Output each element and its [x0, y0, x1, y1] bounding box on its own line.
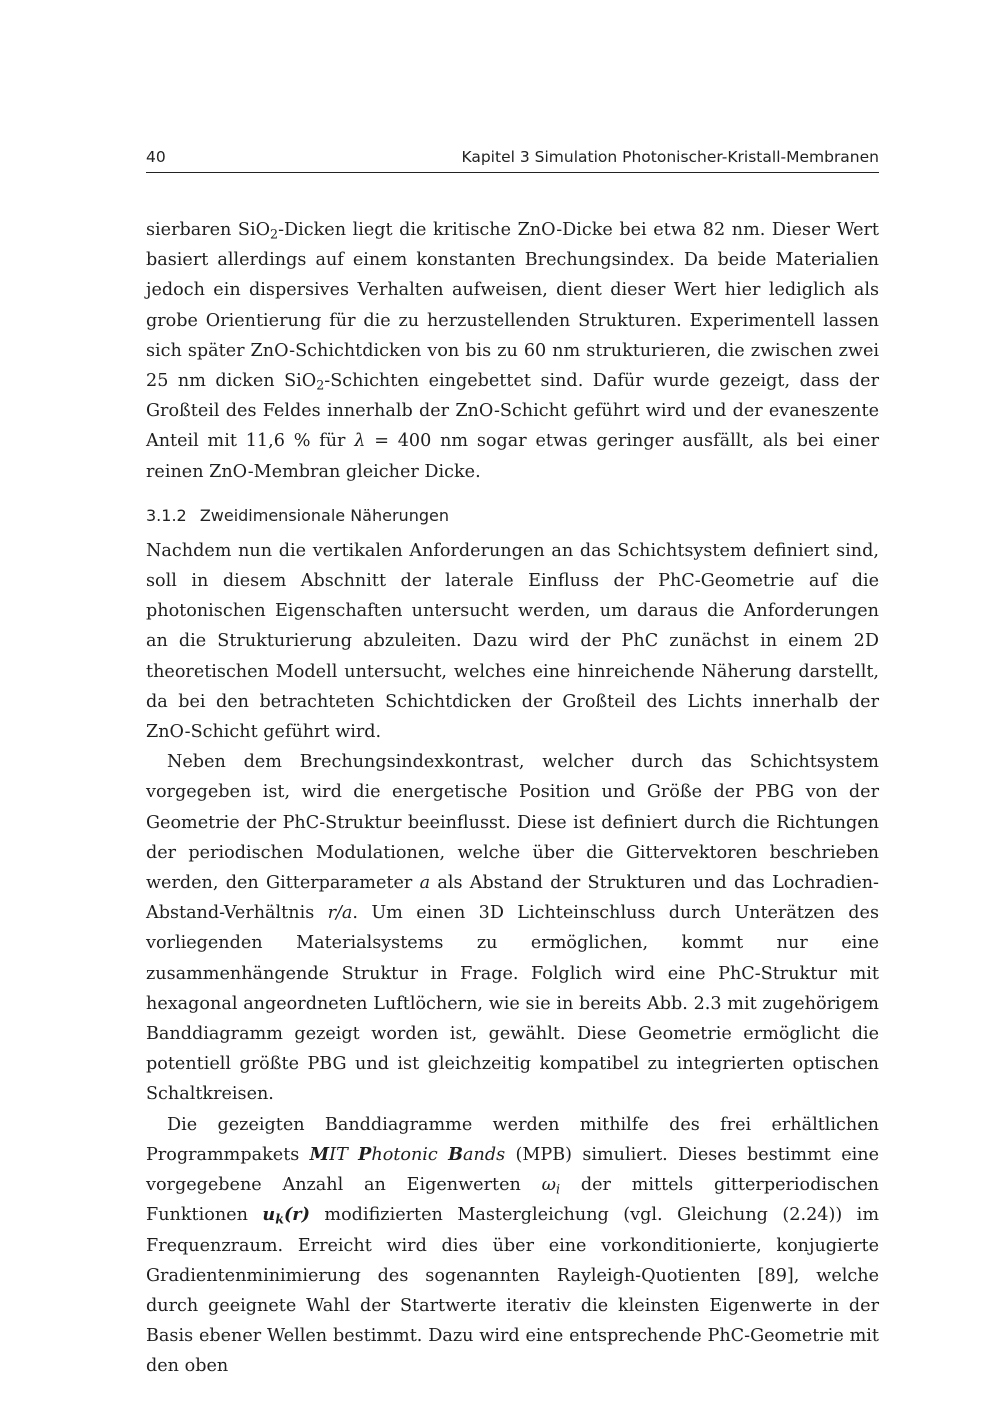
running-header — [146, 146, 879, 173]
text-run: der mittels gitterperiodischen Funktionen — [146, 1175, 879, 1226]
math-r-over-a: r/a — [327, 903, 353, 924]
paragraph-2: Nachdem nun die vertikalen Anforderungen an das Schichtsystem definiert sind, soll in diesem Abschnitt der laterale Einfluss der PhC-Geometrie auf die photonischen Eigenschaften untersucht werden, um daraus die Anforderungen an die Strukturierung abzuleiten. Dazu wird der PhC zunächst in einem 2D theoretischen Modell untersucht, welches eine hinreichende Näherung darstellt, da bei den betrachteten Schichtdicken der Großteil des Lichts innerhalb der ZnO-Schicht geführt wird. — [146, 540, 879, 743]
math-r: (r) — [283, 1204, 310, 1226]
subscript: 2 — [316, 377, 325, 393]
text-run: = 400 nm sogar etwas geringer ausfällt, als bei einer reinen ZnO-Membran gleicher Dicke. — [146, 431, 880, 482]
mpb-m: M — [309, 1143, 330, 1165]
text-run: modifizierten Mastergleichung (vgl. Gleichung (2.24)) im Frequenzraum. Erreicht wird dies über eine vorkonditionierte, konjugierte Gradientenminimierung des sogenannten Rayleigh-Quotienten [89], welche durch geeignete Wahl der Startwerte iterativ die kleinsten Eigenwerte in der Basis ebener Wellen bestimmt. Dazu wird eine entsprechende PhC-Geometrie mit den oben — [146, 1205, 879, 1377]
text-run: Neben dem Brechungsindexkontrast, welcher durch das Schichtsystem vorgegeben ist, wird die energetische Position und Größe der PBG von der Geometrie der PhC-Struktur beeinflusst. Diese ist definiert durch die Richtungen der periodischen Modulationen, welche über die Gittervektoren beschrieben werden, den Gitterparameter — [146, 752, 879, 894]
subscript: k — [275, 1211, 284, 1227]
text-run: sierbaren SiO — [146, 220, 271, 240]
mpb-p: P — [358, 1143, 372, 1165]
subscript: i — [555, 1181, 561, 1197]
math-a: a — [419, 873, 431, 894]
paragraph-1 — [146, 215, 879, 487]
subsection-title: Zweidimensionale Näherungen — [199, 505, 449, 525]
page-number: 40 — [146, 148, 166, 166]
math-u: u — [262, 1204, 276, 1226]
subsection-number: 3.1.2 — [146, 505, 187, 525]
paragraph-4 — [146, 1110, 879, 1382]
subsection-heading — [146, 502, 879, 530]
mpb-it: IT — [329, 1144, 359, 1165]
subscript: 2 — [270, 226, 279, 242]
math-lambda: λ — [354, 431, 366, 452]
text-run: als Abstand der Strukturen und das Lochradien-Abstand-Verhältnis — [146, 873, 880, 924]
running-title: Kapitel 3 Simulation Photonischer-Kristall-Membranen — [461, 148, 879, 166]
text-run: -Schichten eingebettet sind. Dafür wurde gezeigt, dass der Großteil des Feldes innerhalb der ZnO-Schicht geführt wird und der evaneszente Anteil mit 11,6 % für — [146, 371, 879, 452]
body-text — [146, 215, 879, 1382]
text-run: (MPB) simuliert. Dieses bestimmt eine vorgegebene Anzahl an Eigenwerten — [146, 1144, 879, 1196]
mpb-ands: ands — [463, 1144, 506, 1165]
text-run: . Um einen 3D Lichteinschluss durch Unterätzen des vorliegenden Materialsystems zu ermöglichen, kommt nur eine zusammenhängende Struktur in Frage. Folglich wird eine PhC-Struktur mit hexagonal angeordneten Luftlöchern, wie sie in bereits Abb. 2.3 mit zugehörigem Banddiagramm gezeigt worden ist, gewählt. Diese Geometrie ermöglicht die potentiell größte PBG und ist gleichzeitig kompatibel zu integrierten optischen Schaltkreisen. — [146, 903, 879, 1105]
math-omega: ω — [541, 1175, 556, 1196]
mpb-b: B — [448, 1143, 464, 1165]
mpb-hotonic: hotonic — [371, 1144, 449, 1165]
text-run: -Dicken liegt die kritische ZnO-Dicke bei etwa 82 nm. Dieser Wert basiert allerdings auf einem konstanten Brechungsindex. Da beide Materialien jedoch ein dispersives Verhalten aufweisen, dient dieser Wert hier lediglich als grobe Orientierung für die zu herzustellenden Strukturen. Experimentell lassen sich später ZnO-Schichtdicken von bis zu 60 nm strukturieren, die zwischen zwei 25 nm dicken SiO — [146, 220, 879, 392]
text-run: Die gezeigten Banddiagramme werden mithilfe des frei erhältlichen Programmpakets — [146, 1114, 879, 1165]
paragraph-3 — [146, 747, 879, 1109]
